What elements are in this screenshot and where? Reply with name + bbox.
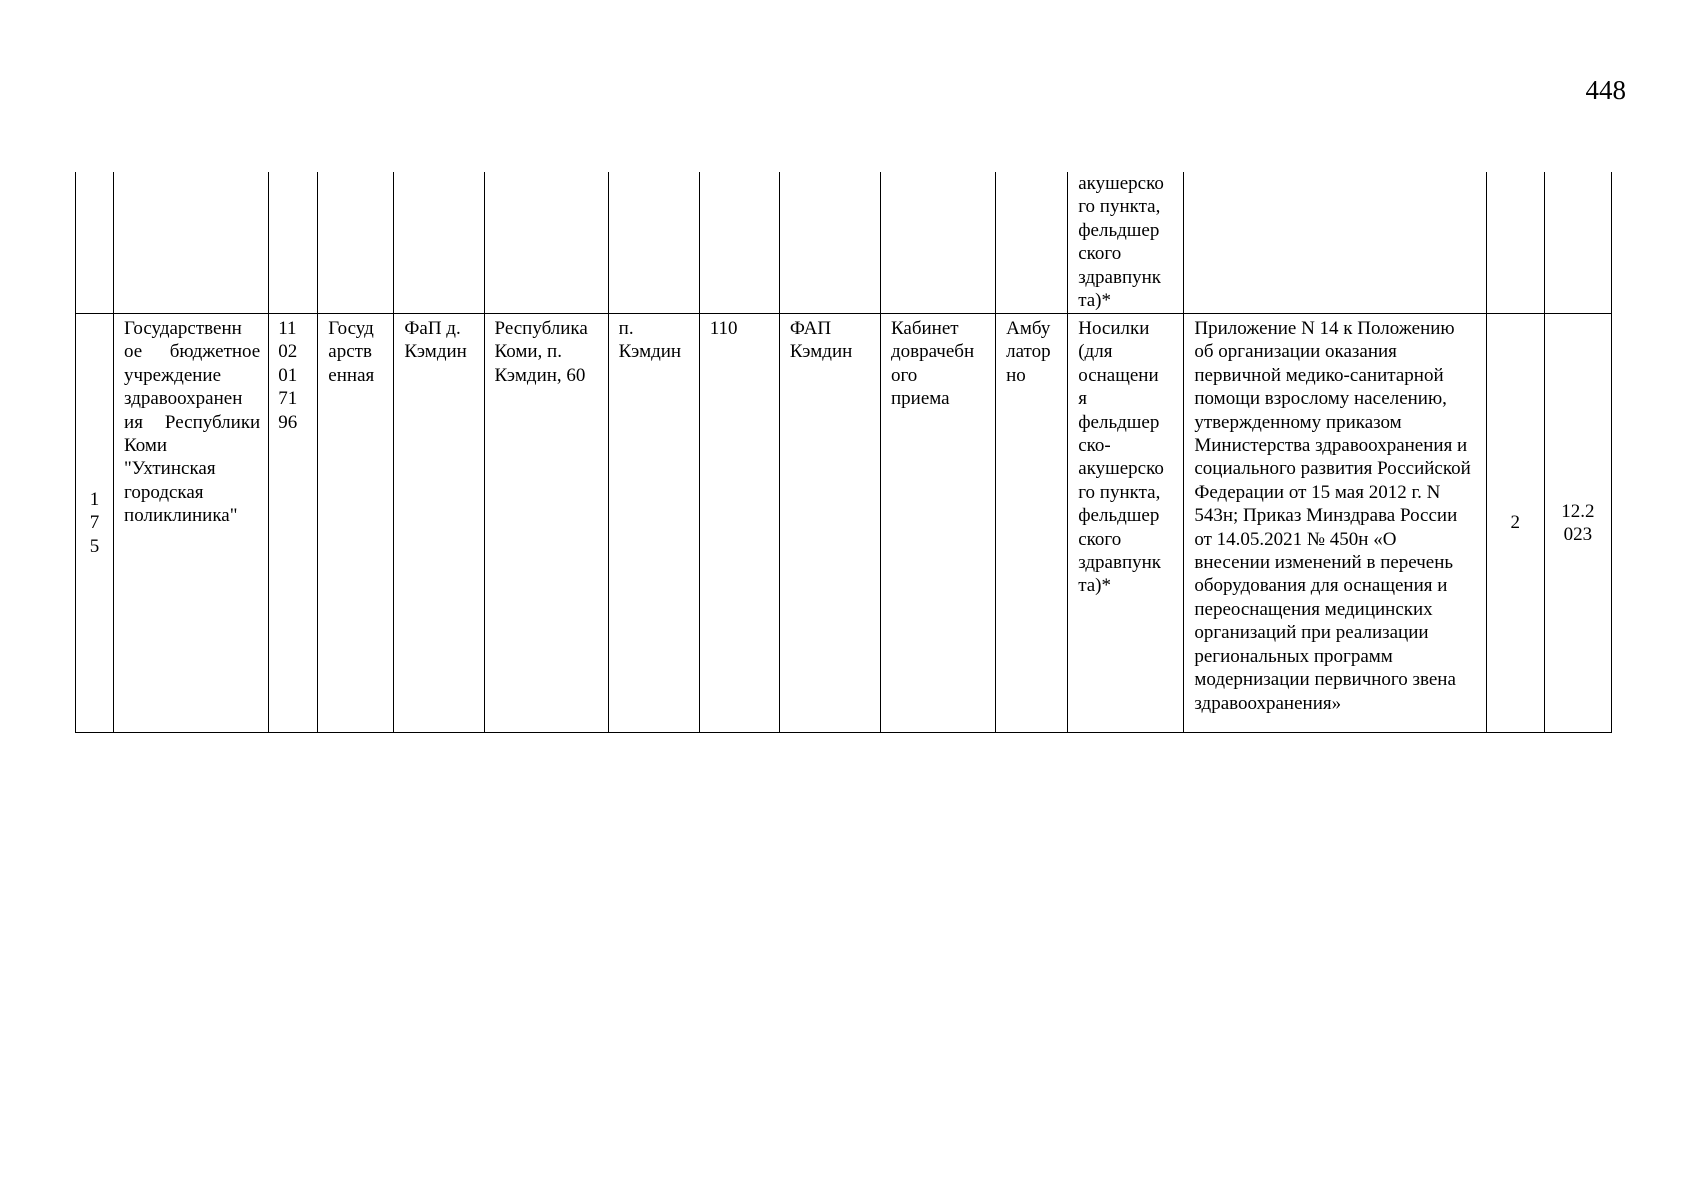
cell-ownership — [318, 172, 394, 314]
cell-date — [1544, 172, 1611, 314]
cell-address — [484, 172, 608, 314]
table-row-continued — [76, 172, 1612, 314]
cell-date: 12.2 023 — [1544, 314, 1611, 733]
cell-code — [269, 172, 318, 314]
cell-unit: ФАП Кэмдин — [779, 314, 880, 733]
cell-equipment-tail: акушерско го пункта, фельдшер ского здравпунк та)* — [1068, 172, 1184, 314]
cell-address: Республика Коми, п. Кэмдин, 60 — [484, 314, 608, 733]
cell-room — [880, 172, 995, 314]
cell-equipment: Носилки (для оснащени я фельдшер ско- акушерско го пункта, фельдшер ского здравпунк та)* — [1068, 314, 1184, 733]
cell-value: 110 — [699, 314, 779, 733]
cell-num — [76, 172, 114, 314]
cell-basis: Приложение N 14 к Положению об организации оказания первичной медико-санитарной помощи взрослому населению, утвержденному приказом Министерства здравоохранения и социального развития Российской Федерации от 15 мая 2012 г. N 543н; Приказ Минздрава России от 14.05.2021 № 450н «О внесении изменений в перечень оборудования для оснащения и переоснащения медицинских организаций при реализации региональных программ модернизации первичного звена здравоохранения» — [1184, 314, 1486, 733]
cell-care-form: Амбу латор но — [996, 314, 1068, 733]
table-row — [76, 314, 1612, 733]
cell-ownership: Госуд арств енная — [318, 314, 394, 733]
cell-row-number: 1 7 5 — [76, 314, 114, 733]
cell-code: 11 02 01 71 96 — [269, 314, 318, 733]
cell-facility — [394, 172, 484, 314]
page-number: 448 — [1585, 75, 1626, 105]
cell-locality — [608, 172, 699, 314]
cell-value — [699, 172, 779, 314]
cell-room: Кабинет доврачебн ого приема — [880, 314, 995, 733]
equipment-table — [75, 172, 1612, 733]
cell-organization: Государственн ое бюджетное учреждение здравоохранен ия Республики Коми "Ухтинская городская поликлиника" — [114, 314, 269, 733]
cell-quantity: 2 — [1486, 314, 1544, 733]
cell-locality: п. Кэмдин — [608, 314, 699, 733]
cell-organization — [114, 172, 269, 314]
cell-facility: ФаП д. Кэмдин — [394, 314, 484, 733]
cell-care-form — [996, 172, 1068, 314]
cell-unit — [779, 172, 880, 314]
cell-basis — [1184, 172, 1486, 314]
cell-quantity — [1486, 172, 1544, 314]
